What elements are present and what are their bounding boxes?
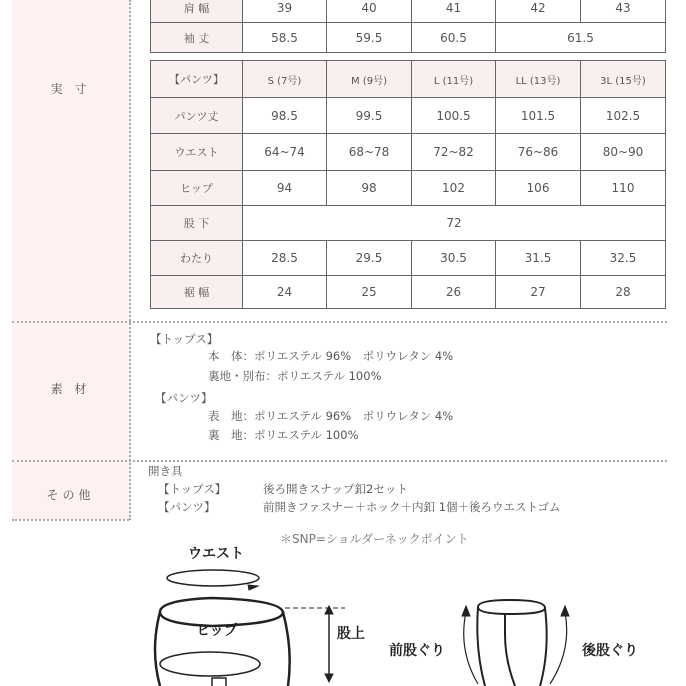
cell: 27 [496,276,581,309]
cell: 99.5 [327,98,412,134]
material-pants-line: 表 地：ポリエステル 96% ポリウレタン 4% [208,409,454,423]
row-label: 肩 幅 [151,0,243,23]
section-label-actual: 実 寸 [50,82,91,96]
rise-label: 股上 [337,626,365,642]
cell: 40 [327,0,412,23]
cell: 32.5 [581,241,666,276]
cell: 110 [581,171,666,206]
cell: 106 [496,171,581,206]
table-row [151,23,666,53]
cell: 41 [412,0,496,23]
cell: 102 [412,171,496,206]
other-pants-label: 【パンツ】 [158,500,216,514]
material-pants-line: 裏 地：ポリエステル 100% [208,428,359,442]
cell: 24 [243,276,327,309]
table-row [151,134,666,171]
cell: 39 [243,0,327,23]
cell: 28 [581,276,666,309]
header-cell: S (7号) [243,61,327,98]
front-rise-label: 前股ぐり [389,643,445,659]
table-header-row [151,61,666,98]
other-heading: 開き具 [148,464,183,478]
snp-note: ＊SNP=ショルダーネックポイント [280,532,469,546]
row-label: ウエスト [151,134,243,171]
hip-label: ヒップ [196,623,238,639]
row-label: パンツ丈 [151,98,243,134]
cell: 98.5 [243,98,327,134]
cell: 42 [496,0,581,23]
section-label-material: 素 材 [50,382,91,396]
back-rise-label: 後股ぐり [582,643,638,659]
cell: 26 [412,276,496,309]
cell: 100.5 [412,98,496,134]
material-pants-heading: 【パンツ】 [155,391,213,405]
table-row [151,0,666,23]
cell: 94 [243,171,327,206]
cell: 29.5 [327,241,412,276]
table-row [151,276,666,309]
waist-label: ウエスト [188,546,244,562]
row-label: 袖 丈 [151,23,243,53]
cell: 98 [327,171,412,206]
cell: 43 [581,0,666,23]
cell: 68~78 [327,134,412,171]
divider [12,321,667,323]
table-row [151,98,666,134]
divider [12,519,129,521]
cell: 25 [327,276,412,309]
row-label: 裾 幅 [151,276,243,309]
material-tops-line: 裏地・別布：ポリエステル 100% [208,369,382,383]
other-tops-value: 後ろ開きスナップ釦2セット [263,482,408,496]
cell: 30.5 [412,241,496,276]
material-tops-line: 本 体：ポリエステル 96% ポリウレタン 4% [208,349,454,363]
cell: 102.5 [581,98,666,134]
tops-size-table [150,0,666,53]
cell: 60.5 [412,23,496,53]
cell: 58.5 [243,23,327,53]
row-label: わたり [151,241,243,276]
header-cell: 【パンツ】 [151,61,243,98]
table-row [151,241,666,276]
cell: 64~74 [243,134,327,171]
cell: 31.5 [496,241,581,276]
cell: 59.5 [327,23,412,53]
material-tops-heading: 【トップス】 [150,332,219,346]
section-column [12,0,131,520]
table-row [151,206,666,241]
other-tops-label: 【トップス】 [158,482,227,496]
header-cell: 3L (15号) [581,61,666,98]
divider [12,460,667,462]
header-cell: LL (13号) [496,61,581,98]
cell: 101.5 [496,98,581,134]
cell: 80~90 [581,134,666,171]
row-label: ヒップ [151,171,243,206]
cell: 76~86 [496,134,581,171]
other-pants-value: 前開きファスナー＋ホック＋内釦 1個＋後ろウエストゴム [263,500,561,514]
cell: 28.5 [243,241,327,276]
pants-size-table [150,60,666,309]
cell: 61.5 [496,23,666,53]
cell: 72 [243,206,666,241]
cell: 72~82 [412,134,496,171]
header-cell: L (11号) [412,61,496,98]
section-label-other: その他 [46,488,95,502]
table-row [151,171,666,206]
row-label: 股 下 [151,206,243,241]
header-cell: M (9号) [327,61,412,98]
